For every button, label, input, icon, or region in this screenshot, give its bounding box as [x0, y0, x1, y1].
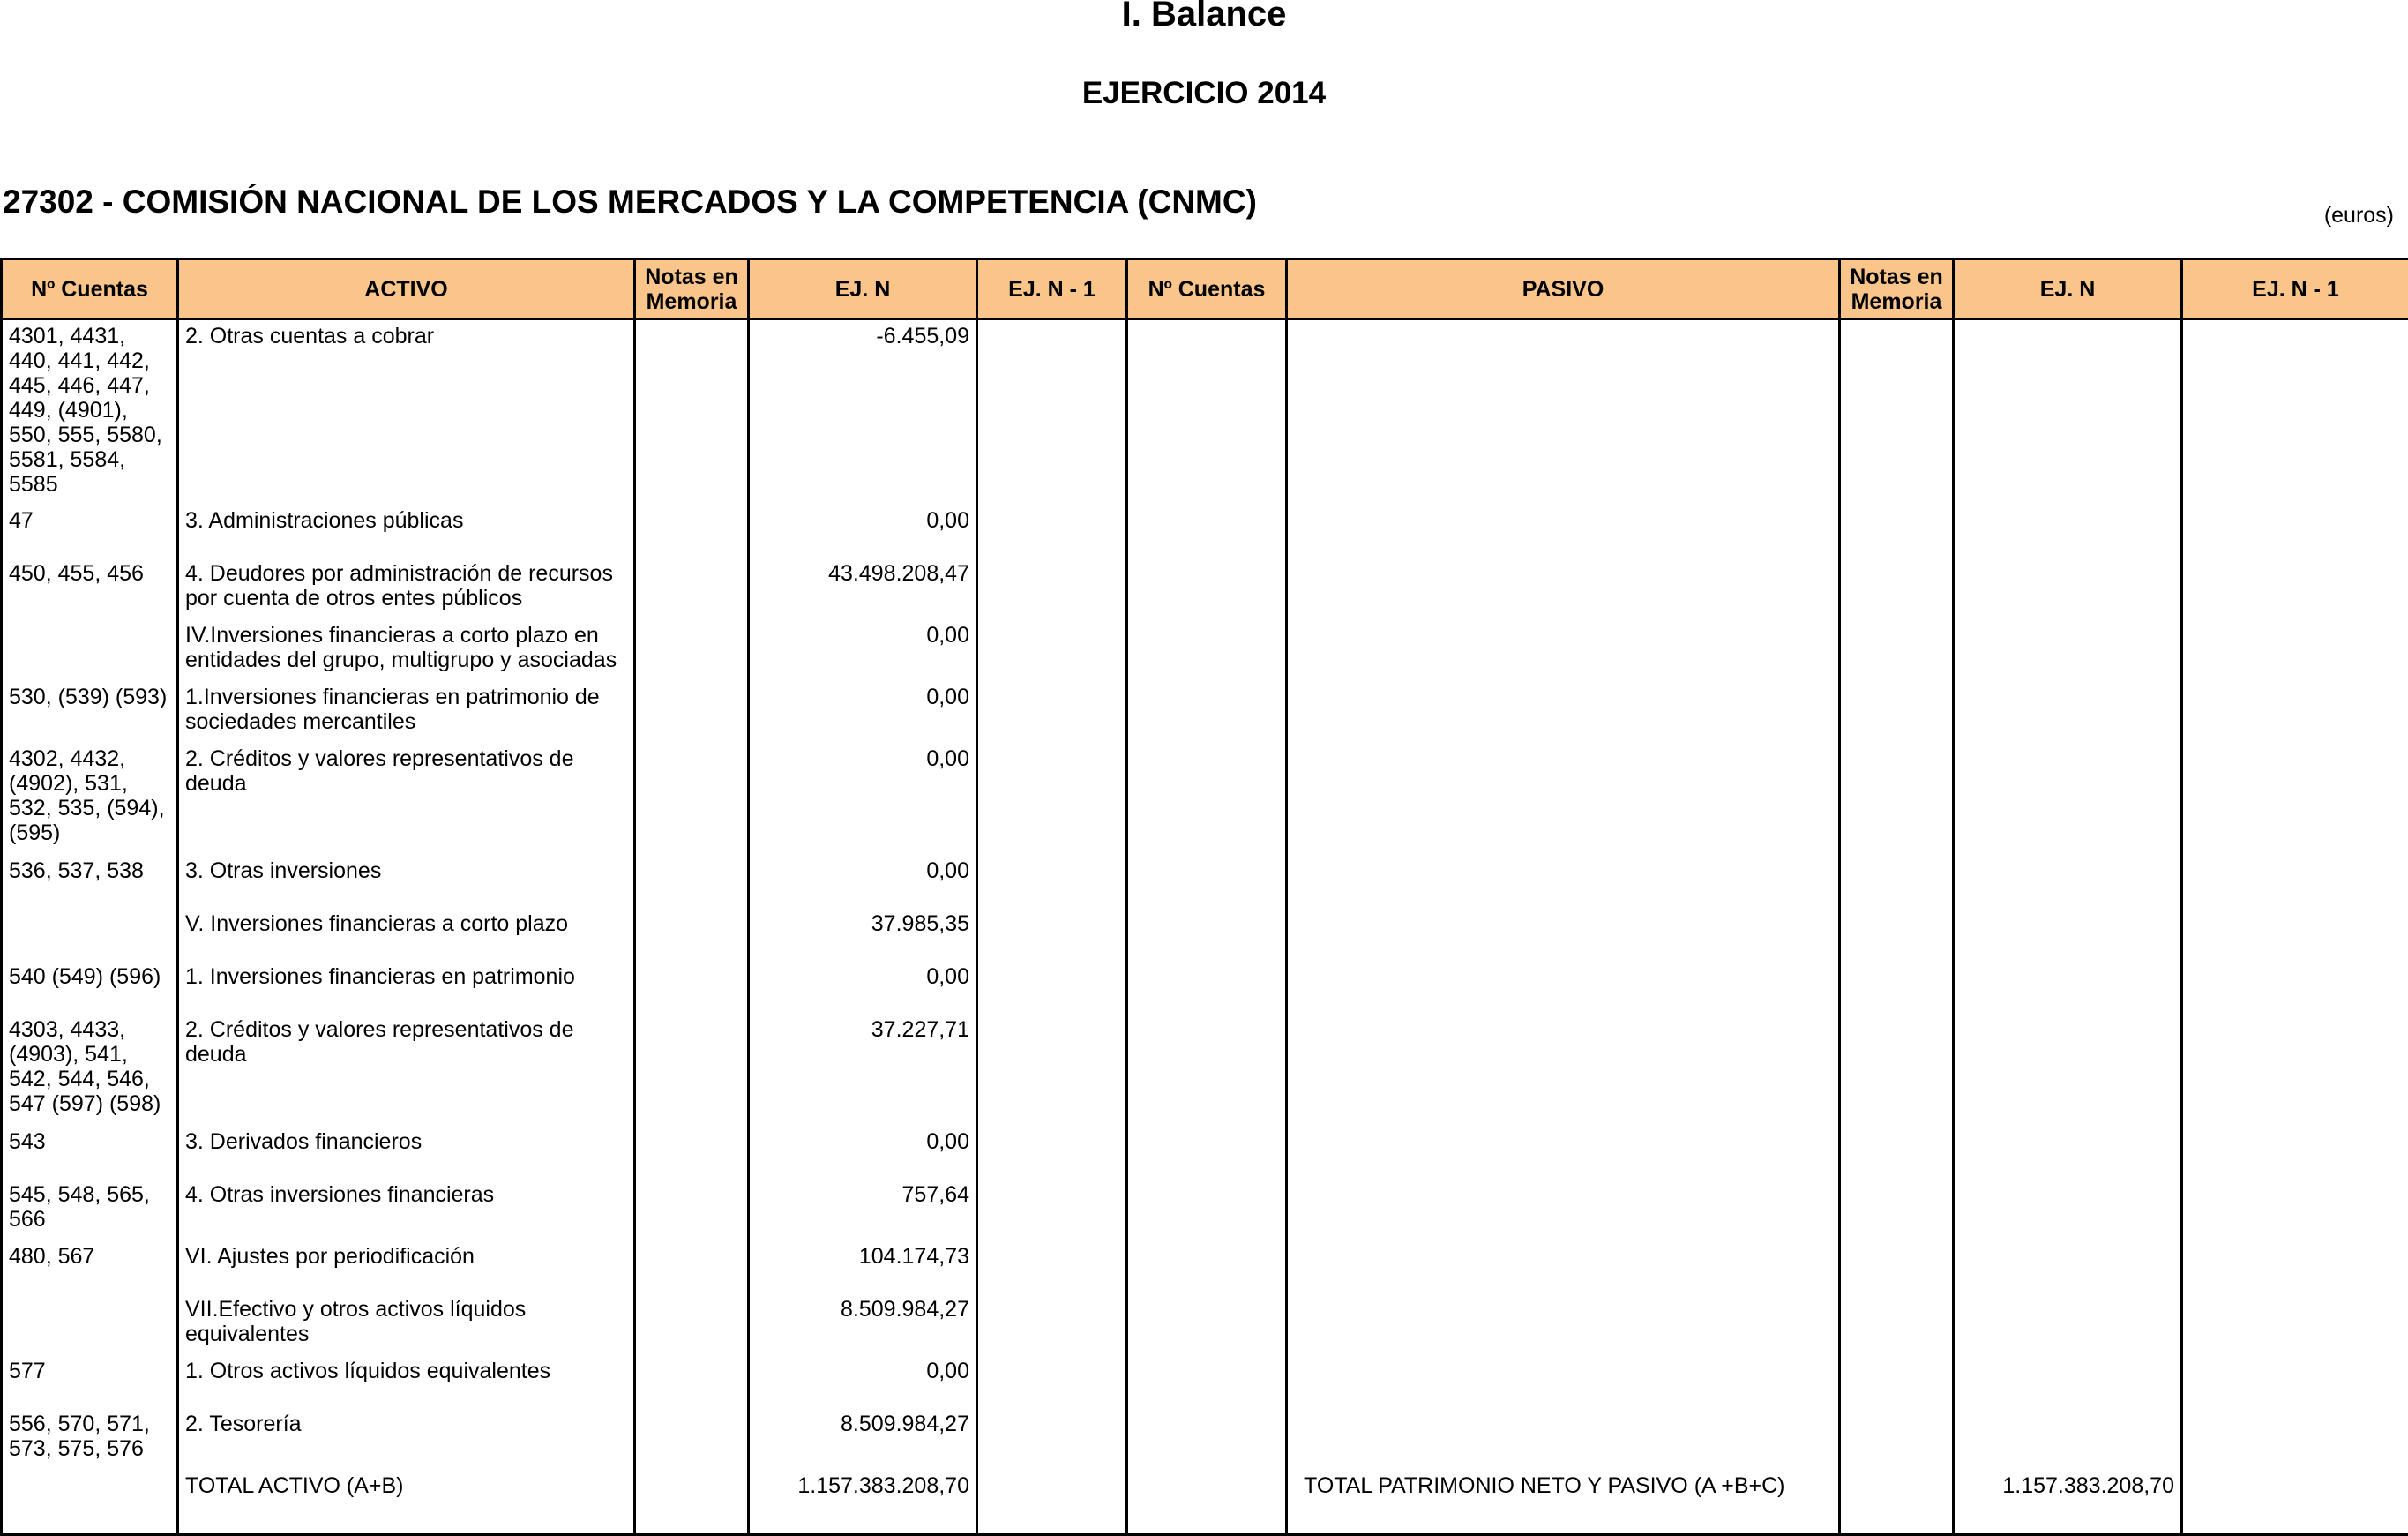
table-row — [2, 319, 2408, 505]
empty-cell — [1954, 1408, 2182, 1470]
table-row — [2, 743, 2408, 855]
page-subtitle: EJERCICIO 2014 — [1081, 76, 1327, 110]
total-activo-label: TOTAL ACTIVO (A+B) — [178, 1470, 635, 1535]
empty-cell — [1287, 743, 1840, 855]
activo-label: IV.Inversiones financieras a corto plazo en entidades del grupo, multigrupo y asociadas — [178, 619, 635, 681]
page-title: I. Balance — [1121, 0, 1287, 34]
empty-cell — [2182, 558, 2408, 619]
col-header-accounts-pasivo: Nº Cuentas — [1127, 259, 1287, 319]
empty-cell — [1287, 681, 1840, 743]
activo-label: 4. Deudores por administración de recursos por cuenta de otros entes públicos — [178, 558, 635, 619]
empty-cell — [1840, 908, 1954, 961]
col-header-ej-n-pasivo: EJ. N — [1954, 259, 2182, 319]
empty-cell — [1954, 1355, 2182, 1408]
ej-n-value: -6.455,09 — [749, 319, 977, 505]
empty-cell — [977, 1293, 1127, 1355]
empty-cell — [2182, 619, 2408, 681]
table-row — [2, 1014, 2408, 1126]
ej-n-value: 37.227,71 — [749, 1014, 977, 1126]
empty-cell — [1840, 855, 1954, 908]
empty-cell — [977, 743, 1127, 855]
table-row — [2, 1126, 2408, 1179]
ej-n-value: 0,00 — [749, 961, 977, 1014]
empty-cell — [1127, 681, 1287, 743]
empty-cell — [1840, 319, 1954, 505]
empty-cell — [977, 961, 1127, 1014]
empty-cell — [977, 1470, 1127, 1535]
col-header-ej-n1-pasivo: EJ. N - 1 — [2182, 259, 2408, 319]
activo-label: 3. Derivados financieros — [178, 1126, 635, 1179]
empty-cell — [1954, 743, 2182, 855]
empty-cell — [1954, 619, 2182, 681]
account-codes: 540 (549) (596) — [2, 961, 178, 1014]
empty-cell — [977, 1355, 1127, 1408]
empty-cell — [1287, 1355, 1840, 1408]
ej-n-value: 43.498.208,47 — [749, 558, 977, 619]
empty-cell — [1954, 1179, 2182, 1240]
account-codes: 480, 567 — [2, 1240, 178, 1293]
empty-cell — [1127, 1355, 1287, 1408]
account-codes: 545, 548, 565, 566 — [2, 1179, 178, 1240]
notes-cell — [635, 1470, 749, 1535]
col-header-activo: ACTIVO — [178, 259, 635, 319]
empty-cell — [1840, 681, 1954, 743]
col-header-ej-n1: EJ. N - 1 — [977, 259, 1127, 319]
ej-n-value: 0,00 — [749, 1126, 977, 1179]
ej-n-value: 104.174,73 — [749, 1240, 977, 1293]
ej-n-value: 0,00 — [749, 743, 977, 855]
empty-cell — [2182, 319, 2408, 505]
activo-label: 3. Otras inversiones — [178, 855, 635, 908]
account-codes — [2, 908, 178, 961]
account-codes: 4302, 4432, (4902), 531, 532, 535, (594), (595) — [2, 743, 178, 855]
empty-cell — [1287, 505, 1840, 558]
account-codes: 577 — [2, 1355, 178, 1408]
table-row — [2, 1408, 2408, 1470]
empty-cell — [1287, 1408, 1840, 1470]
empty-cell — [2182, 743, 2408, 855]
empty-cell — [977, 1014, 1127, 1126]
empty-cell — [1840, 1408, 1954, 1470]
table-row — [2, 1355, 2408, 1408]
notes-cell — [635, 1408, 749, 1470]
notes-cell — [635, 1014, 749, 1126]
empty-cell — [2182, 1293, 2408, 1355]
empty-cell — [1840, 1126, 1954, 1179]
empty-cell — [1287, 961, 1840, 1014]
empty-cell — [977, 1126, 1127, 1179]
empty-cell — [1127, 1240, 1287, 1293]
empty-cell — [1840, 1179, 1954, 1240]
empty-cell — [1127, 743, 1287, 855]
empty-cell — [1954, 855, 2182, 908]
account-codes: 556, 570, 571, 573, 575, 576 — [2, 1408, 178, 1470]
empty-cell — [1954, 961, 2182, 1014]
empty-cell — [2182, 1014, 2408, 1126]
empty-cell — [1840, 743, 1954, 855]
notes-cell — [1840, 1470, 1954, 1535]
entity-title: 27302 - COMISIÓN NACIONAL DE LOS MERCADOS Y LA COMPETENCIA (CNMC) — [3, 184, 1257, 220]
empty-cell — [1127, 1470, 1287, 1535]
account-codes: 536, 537, 538 — [2, 855, 178, 908]
notes-cell — [635, 961, 749, 1014]
empty-cell — [977, 319, 1127, 505]
empty-cell — [1127, 558, 1287, 619]
empty-cell — [1287, 619, 1840, 681]
notes-cell — [635, 1126, 749, 1179]
table-header-row — [2, 259, 2408, 319]
total-activo-value: 1.157.383.208,70 — [749, 1470, 977, 1535]
empty-cell — [977, 1408, 1127, 1470]
empty-cell — [977, 681, 1127, 743]
ej-n-value: 0,00 — [749, 619, 977, 681]
table-row — [2, 908, 2408, 961]
activo-label: 1.Inversiones financieras en patrimonio de sociedades mercantiles — [178, 681, 635, 743]
empty-cell — [1954, 505, 2182, 558]
ej-n-value: 757,64 — [749, 1179, 977, 1240]
empty-cell — [1840, 1240, 1954, 1293]
empty-cell — [1287, 908, 1840, 961]
table-row — [2, 1179, 2408, 1240]
empty-cell — [977, 908, 1127, 961]
empty-cell — [2182, 961, 2408, 1014]
col-header-notes: Notas en Memoria — [635, 259, 749, 319]
notes-cell — [635, 319, 749, 505]
activo-label: 2. Créditos y valores representativos de deuda — [178, 743, 635, 855]
empty-cell — [2182, 908, 2408, 961]
account-codes: 4303, 4433, (4903), 541, 542, 544, 546, 547 (597) (598) — [2, 1014, 178, 1126]
empty-cell — [1840, 619, 1954, 681]
table-row — [2, 681, 2408, 743]
ej-n-value: 0,00 — [749, 855, 977, 908]
empty-cell — [1954, 908, 2182, 961]
empty-cell — [2182, 1179, 2408, 1240]
empty-cell — [2182, 1408, 2408, 1470]
activo-label: 3. Administraciones públicas — [178, 505, 635, 558]
empty-cell — [977, 1240, 1127, 1293]
notes-cell — [635, 1355, 749, 1408]
table-row — [2, 855, 2408, 908]
account-codes: 450, 455, 456 — [2, 558, 178, 619]
empty-cell — [1127, 908, 1287, 961]
total-pasivo-value: 1.157.383.208,70 — [1954, 1470, 2182, 1535]
empty-cell — [1127, 1179, 1287, 1240]
activo-label: 2. Tesorería — [178, 1408, 635, 1470]
account-codes — [2, 619, 178, 681]
empty-cell — [977, 855, 1127, 908]
table-row — [2, 619, 2408, 681]
empty-cell — [1287, 319, 1840, 505]
empty-cell — [1287, 558, 1840, 619]
activo-label: 4. Otras inversiones financieras — [178, 1179, 635, 1240]
table-row — [2, 961, 2408, 1014]
empty-cell — [2182, 1126, 2408, 1179]
table-row — [2, 505, 2408, 558]
total-pasivo-label: TOTAL PATRIMONIO NETO Y PASIVO (A +B+C) — [1287, 1470, 1840, 1535]
table-row — [2, 1293, 2408, 1355]
activo-label: 1. Inversiones financieras en patrimonio — [178, 961, 635, 1014]
empty-cell — [1127, 1126, 1287, 1179]
table-row — [2, 558, 2408, 619]
empty-cell — [1954, 1014, 2182, 1126]
notes-cell — [635, 681, 749, 743]
activo-label: 2. Créditos y valores representativos de deuda — [178, 1014, 635, 1126]
empty-cell — [1840, 1014, 1954, 1126]
empty-cell — [1287, 1240, 1840, 1293]
empty-cell — [2, 1470, 178, 1535]
empty-cell — [1127, 961, 1287, 1014]
empty-cell — [1840, 558, 1954, 619]
ej-n-value: 0,00 — [749, 505, 977, 558]
empty-cell — [1840, 1293, 1954, 1355]
notes-cell — [635, 1179, 749, 1240]
activo-label: V. Inversiones financieras a corto plazo — [178, 908, 635, 961]
col-header-notes-pasivo: Notas en Memoria — [1840, 259, 1954, 319]
empty-cell — [1287, 1179, 1840, 1240]
ej-n-value: 37.985,35 — [749, 908, 977, 961]
empty-cell — [1954, 681, 2182, 743]
empty-cell — [2182, 505, 2408, 558]
empty-cell — [1127, 1408, 1287, 1470]
empty-cell — [1287, 1293, 1840, 1355]
ej-n-value: 8.509.984,27 — [749, 1408, 977, 1470]
col-header-pasivo: PASIVO — [1287, 259, 1840, 319]
col-header-accounts: Nº Cuentas — [2, 259, 178, 319]
ej-n-value: 0,00 — [749, 1355, 977, 1408]
notes-cell — [635, 743, 749, 855]
account-codes: 543 — [2, 1126, 178, 1179]
notes-cell — [635, 619, 749, 681]
empty-cell — [2182, 1240, 2408, 1293]
empty-cell — [1127, 619, 1287, 681]
notes-cell — [635, 558, 749, 619]
empty-cell — [2182, 1470, 2408, 1535]
empty-cell — [1287, 855, 1840, 908]
empty-cell — [1954, 1293, 2182, 1355]
empty-cell — [977, 1179, 1127, 1240]
empty-cell — [1127, 319, 1287, 505]
empty-cell — [1954, 1126, 2182, 1179]
empty-cell — [977, 505, 1127, 558]
notes-cell — [635, 908, 749, 961]
empty-cell — [1287, 1126, 1840, 1179]
table-row — [2, 1240, 2408, 1293]
account-codes: 4301, 4431, 440, 441, 442, 445, 446, 447, 449, (4901), 550, 555, 5580, 5581, 5584, 5585 — [2, 319, 178, 505]
empty-cell — [1127, 1293, 1287, 1355]
empty-cell — [1840, 1355, 1954, 1408]
notes-cell — [635, 505, 749, 558]
ej-n-value: 0,00 — [749, 681, 977, 743]
empty-cell — [1954, 1240, 2182, 1293]
empty-cell — [1840, 961, 1954, 1014]
activo-label: VI. Ajustes por periodificación — [178, 1240, 635, 1293]
account-codes: 530, (539) (593) — [2, 681, 178, 743]
empty-cell — [977, 619, 1127, 681]
notes-cell — [635, 1240, 749, 1293]
balance-table — [0, 258, 2408, 1536]
account-codes — [2, 1293, 178, 1355]
empty-cell — [977, 558, 1127, 619]
empty-cell — [1127, 505, 1287, 558]
empty-cell — [2182, 855, 2408, 908]
empty-cell — [1840, 505, 1954, 558]
empty-cell — [1287, 1014, 1840, 1126]
activo-label: VII.Efectivo y otros activos líquidos equivalentes — [178, 1293, 635, 1355]
activo-label: 2. Otras cuentas a cobrar — [178, 319, 635, 505]
notes-cell — [635, 855, 749, 908]
empty-cell — [2182, 681, 2408, 743]
empty-cell — [1954, 319, 2182, 505]
total-row — [2, 1470, 2408, 1535]
col-header-ej-n: EJ. N — [749, 259, 977, 319]
currency-note: (euros) — [2323, 203, 2394, 228]
activo-label: 1. Otros activos líquidos equivalentes — [178, 1355, 635, 1408]
empty-cell — [1127, 1014, 1287, 1126]
empty-cell — [1954, 558, 2182, 619]
account-codes: 47 — [2, 505, 178, 558]
empty-cell — [2182, 1355, 2408, 1408]
notes-cell — [635, 1293, 749, 1355]
ej-n-value: 8.509.984,27 — [749, 1293, 977, 1355]
empty-cell — [1127, 855, 1287, 908]
